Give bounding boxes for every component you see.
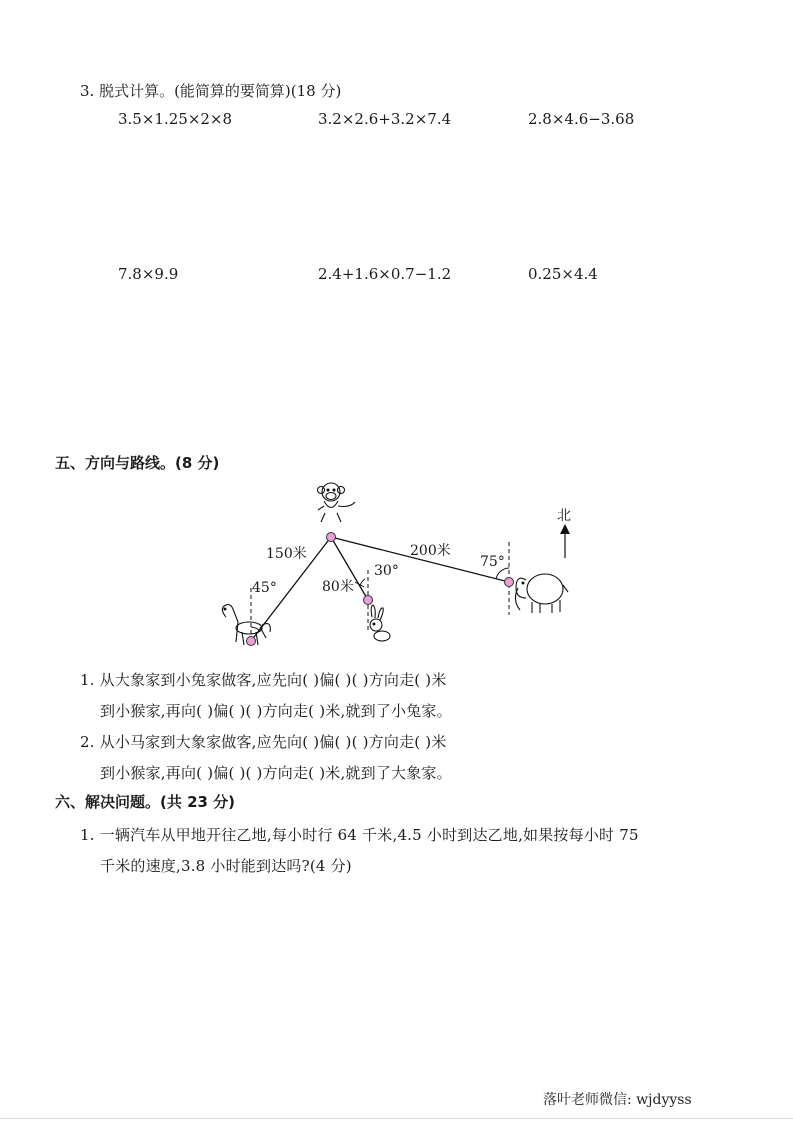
expression: 2.4+1.6×0.7−1.2 [318,265,452,283]
question-line: 1. 一辆汽车从甲地开往乙地,每小时行 64 千米,4.5 小时到达乙地,如果按每小时 75 [80,826,639,844]
angle-label: 75° [480,554,505,570]
horse-home-point [247,637,256,646]
rabbit-icon [370,605,390,641]
expression: 2.8×4.6−3.68 [528,110,635,128]
expression: 3.5×1.25×2×8 [118,110,233,128]
angle-label: 30° [374,563,399,579]
elephant-icon [515,574,568,613]
part3-heading: 3. 脱式计算。(能简算的要简算)(18 分) [80,82,342,100]
monkey-icon [318,483,356,522]
distance-label: 200米 [410,543,451,559]
north-arrow-head [560,524,570,534]
question-line: 1. 从大象家到小兔家做客,应先向( )偏( )( )方向走( )米 [80,671,447,689]
angle-label: 45° [252,580,277,596]
north-label: 北 [557,508,571,524]
expression: 0.25×4.4 [528,265,598,283]
expression: 3.2×2.6+3.2×7.4 [318,110,452,128]
distance-label: 150米 [266,546,307,562]
question-line: 到小猴家,再向( )偏( )( )方向走( )米,就到了小兔家。 [100,702,452,720]
angle-arc [251,627,259,630]
section5-heading: 五、方向与路线。(8 分) [55,454,220,472]
question-line: 千米的速度,3.8 小时能到达吗?(4 分) [100,857,352,875]
expression: 7.8×9.9 [118,265,179,283]
section6-heading: 六、解决问题。(共 23 分) [55,793,236,811]
page-bottom-rule [0,1118,793,1119]
monkey-home-point [327,533,336,542]
rabbit-home-point [364,596,373,605]
distance-label: 80米 [322,579,354,595]
elephant-home-point [505,578,514,587]
question-line: 2. 从小马家到大象家做客,应先向( )偏( )( )方向走( )米 [80,733,447,751]
question-line: 到小猴家,再向( )偏( )( )方向走( )米,就到了大象家。 [100,764,452,782]
horse-icon [222,605,270,645]
footer-contact: 落叶老师微信: wjdyyss [543,1092,692,1108]
